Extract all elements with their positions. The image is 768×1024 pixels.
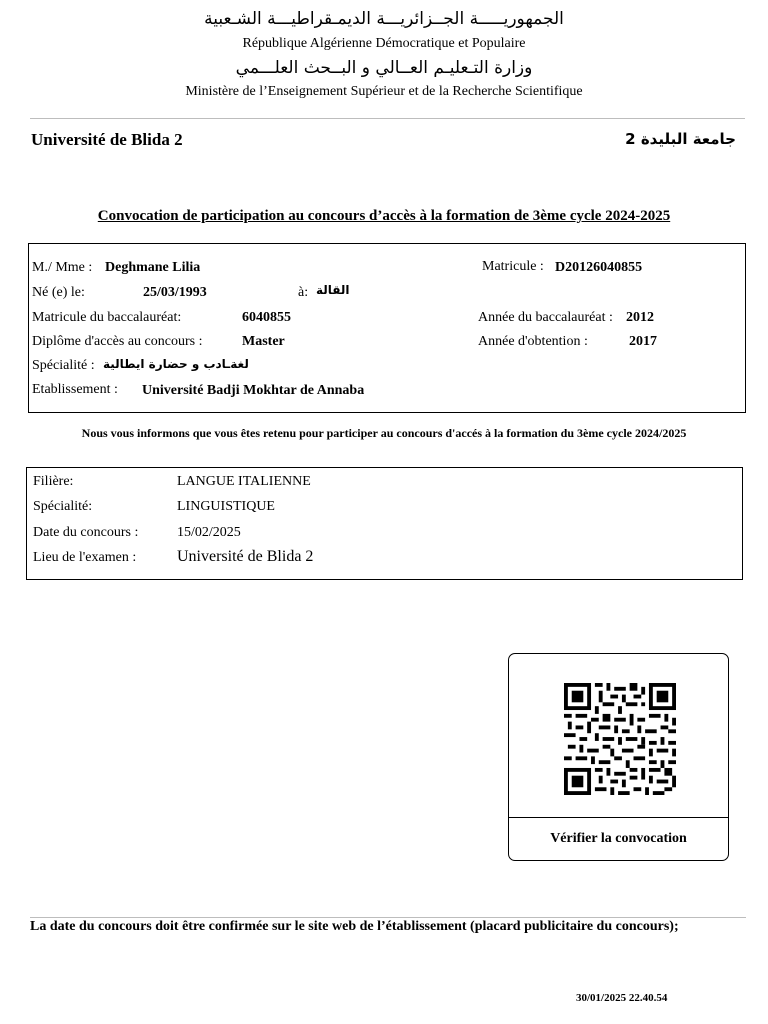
diploma: Master <box>242 334 285 349</box>
obtention-year: 2017 <box>629 334 657 349</box>
filiere: LANGUE ITALIENNE <box>177 474 311 489</box>
verify-divider <box>509 817 728 818</box>
selection-notice: Nous vous informons que vous êtes retenu pour participer au concours d'accés à la formation du 3ème cycle 2024/2025 <box>81 426 687 440</box>
speciality-label: Spécialité : <box>32 358 95 373</box>
footer-note: La date du concours doit être confirmée sur le site web de l’établissement (placard publicitaire du concours); <box>30 919 679 934</box>
candidate-matricule: D20126040855 <box>555 260 643 275</box>
birth-place: القالة <box>316 283 350 297</box>
birth-date-label: Né (e) le: <box>32 285 85 300</box>
exam-info-box <box>26 467 743 580</box>
diploma-label: Diplôme d'accès au concours : <box>32 334 203 349</box>
exam-speciality: LINGUISTIQUE <box>177 499 275 514</box>
verify-convocation-card[interactable] <box>508 653 729 861</box>
candidate-name: Deghmane Lilia <box>105 260 201 275</box>
exam-place: Université de Blida 2 <box>177 548 314 565</box>
exam-date: 15/02/2025 <box>177 525 241 540</box>
bac-year: 2012 <box>626 310 654 325</box>
qr-code-icon[interactable] <box>561 683 679 795</box>
exam-date-label: Date du concours : <box>33 525 139 540</box>
bac-matricule: 6040855 <box>242 310 291 325</box>
birth-date: 25/03/1993 <box>143 285 207 300</box>
name-label: M./ Mme : <box>32 260 93 275</box>
university-name-arabic: جامعة البليدة 2 <box>625 130 736 148</box>
verify-convocation-link[interactable]: Vérifier la convocation <box>550 831 687 846</box>
republic-french: République Algérienne Démocratique et Populaire <box>242 36 526 51</box>
bac-matricule-label: Matricule du baccalauréat: <box>32 310 182 325</box>
matricule-label: Matricule : <box>482 259 544 274</box>
filiere-label: Filière: <box>33 474 74 489</box>
exam-place-label: Lieu de l'examen : <box>33 550 137 565</box>
convocation-title: Convocation de participation au concours d’accès à la formation de 3ème cycle 2024-2025 <box>97 208 671 224</box>
exam-speciality-label: Spécialité: <box>33 499 93 514</box>
university-name-french: Université de Blida 2 <box>31 130 183 149</box>
birth-place-label: à: <box>298 285 309 300</box>
republic-arabic: الجمهوريـــــة الجــزائريـــة الديمـقراطيـــة الشـعبية <box>204 9 564 29</box>
candidate-speciality: لغةـادب و حضارة ايطالية <box>103 357 249 371</box>
ministry-french: Ministère de l’Enseignement Supérieur et de la Recherche Scientifique <box>185 84 583 99</box>
header-divider <box>30 118 745 119</box>
candidate-info-box <box>28 243 746 413</box>
establishment-label: Etablissement : <box>32 382 118 397</box>
establishment: Université Badji Mokhtar de Annaba <box>142 383 365 398</box>
print-timestamp: 30/01/2025 22.40.54 <box>576 992 668 1004</box>
bac-year-label: Année du baccalauréat : <box>478 310 613 325</box>
ministry-arabic: وزارة التـعليـم العــالي و البــحث العلـــمي <box>235 58 533 78</box>
obtention-year-label: Année d'obtention : <box>478 334 588 349</box>
footer-divider <box>30 917 746 918</box>
